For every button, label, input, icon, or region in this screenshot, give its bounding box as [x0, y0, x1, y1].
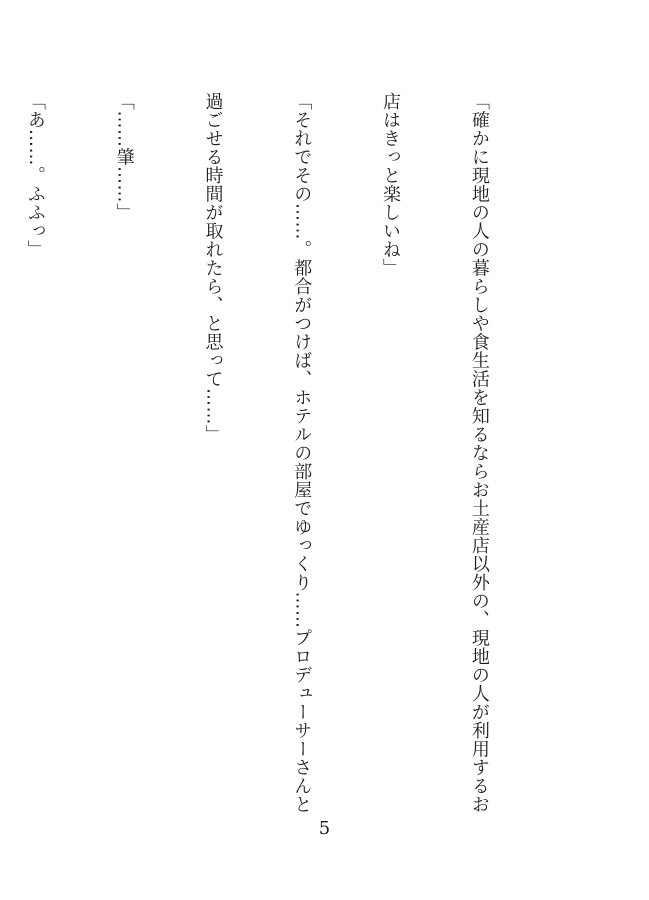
- text-line: 「あ……。ふふっ」: [24, 92, 46, 259]
- vertical-text-body: [0, 92, 553, 832]
- text-line: 「確かに現地の人の暮らしや食生活を知るならお土産店以外の、現地の人が利用するお: [468, 92, 490, 814]
- text-line: 店はきっと楽しいね」: [380, 92, 402, 277]
- text-line: 「……肇……」: [113, 92, 135, 222]
- text-line: 過ごせる時間が取れたら、と思って……」: [202, 92, 224, 444]
- text-line: 「それでその……。都合がつけば、ホテルの部屋でゆっくり……プロデューサーさんと: [291, 92, 313, 814]
- page-number: 5: [318, 818, 331, 839]
